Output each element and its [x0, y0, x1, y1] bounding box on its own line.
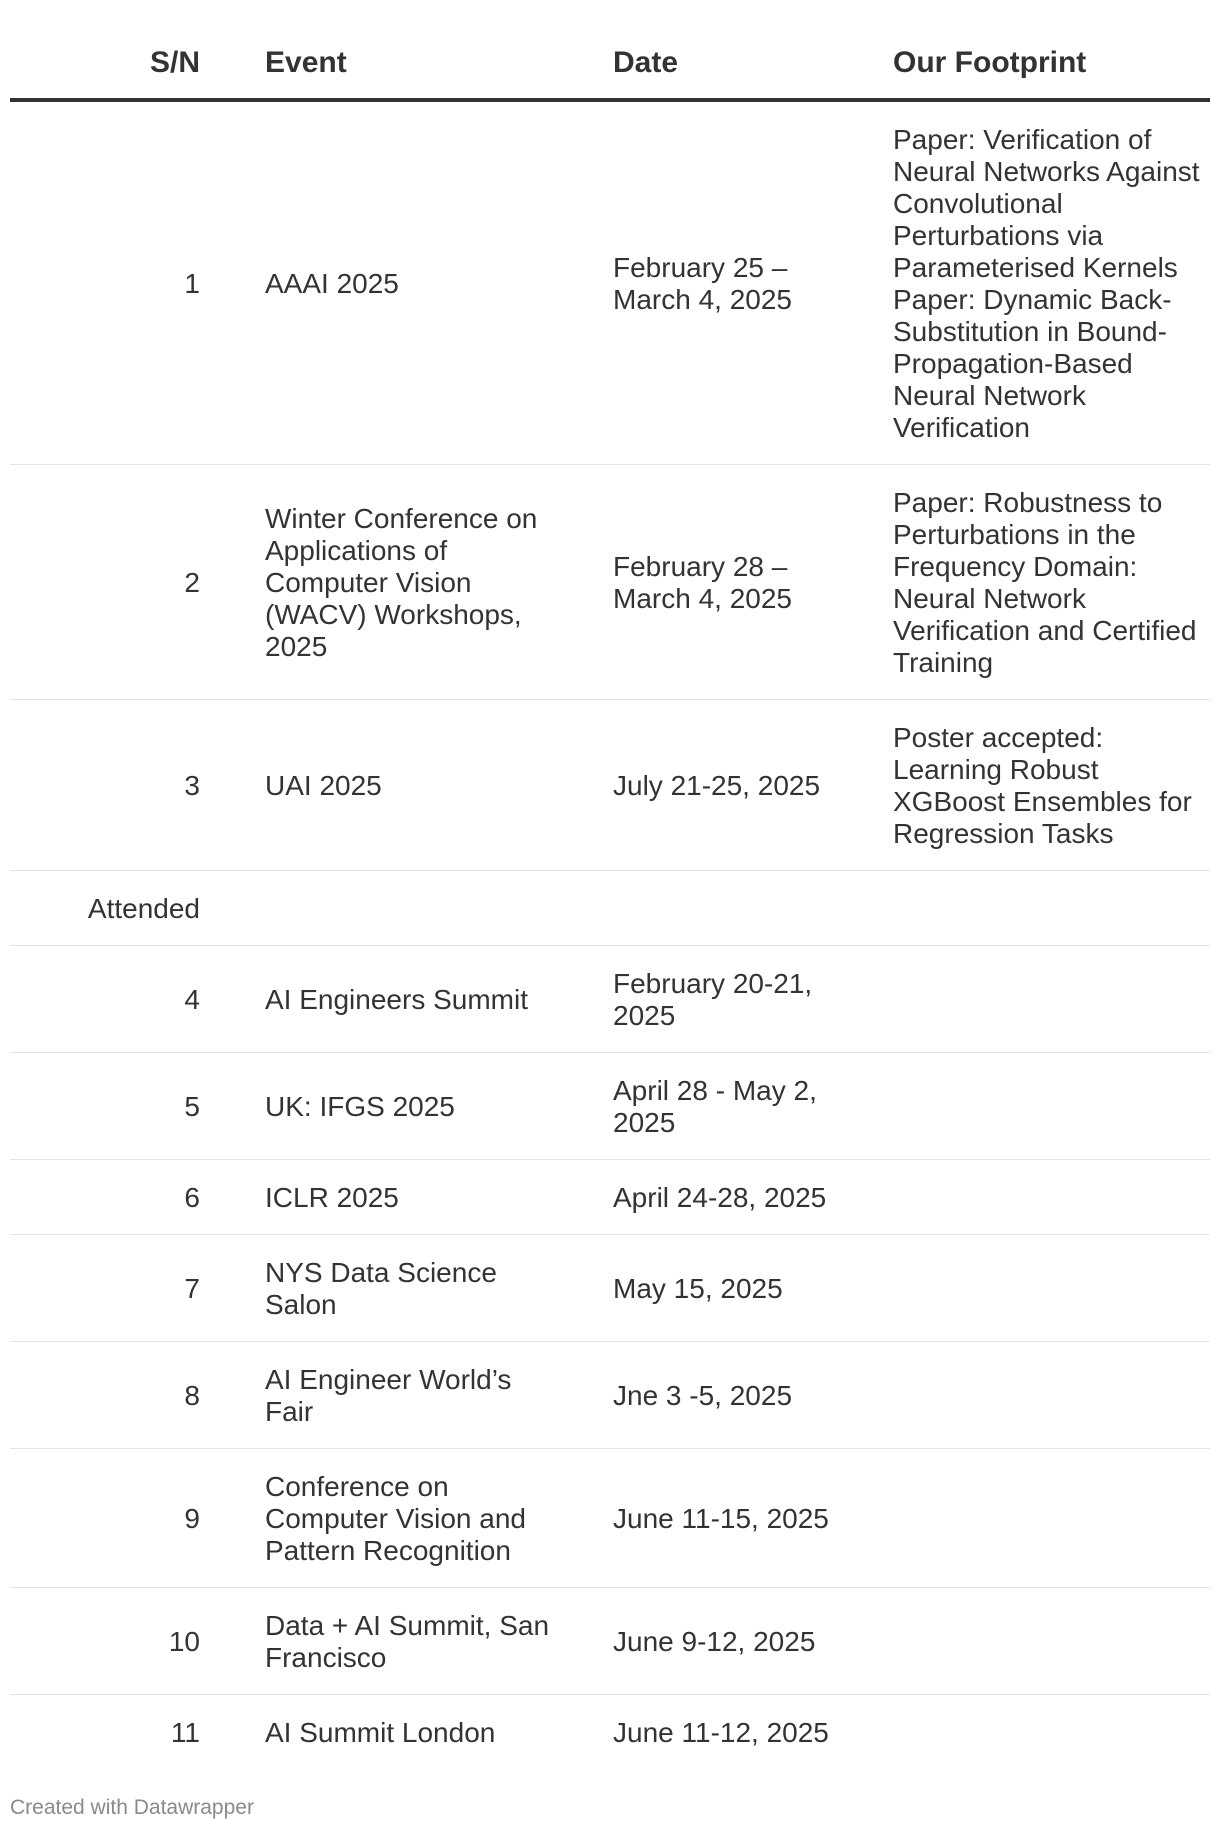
cell-sn: 8 — [10, 1342, 215, 1449]
cell-event — [215, 871, 563, 946]
table-row — [10, 946, 1210, 1053]
header-footprint[interactable]: Our Footprint — [843, 28, 1210, 100]
cell-sn: 7 — [10, 1235, 215, 1342]
cell-event: AAAI 2025 — [215, 100, 563, 465]
cell-date: February 28 – March 4, 2025 — [563, 465, 843, 700]
cell-sn: 5 — [10, 1053, 215, 1160]
cell-date — [563, 871, 843, 946]
cell-footprint — [843, 1053, 1210, 1160]
cell-event: AI Summit London — [265, 1717, 496, 1748]
footprint-entry: Paper: Verification of Neural Networks Against Convolutional Perturbations via Parameterised Kernels — [893, 124, 1200, 283]
cell-footprint — [843, 946, 1210, 1053]
cell-event: Winter Conference on Applications of Computer Vision (WACV) Workshops, 2025 — [215, 465, 563, 700]
cell-event: ICLR 2025 — [215, 1160, 563, 1235]
cell-sn: 10 — [10, 1588, 215, 1695]
cell-footprint — [843, 465, 1210, 700]
cell-date: July 21-25, 2025 — [563, 700, 843, 871]
cell-footprint — [843, 1160, 1210, 1235]
cell-date: June 11-15, 2025 — [563, 1449, 843, 1588]
cell-footprint — [843, 1449, 1210, 1588]
cell-date: April 28 - May 2, 2025 — [563, 1053, 843, 1160]
table-row — [10, 1449, 1210, 1588]
cell-footprint — [843, 100, 1210, 465]
cell-sn: 2 — [10, 465, 215, 700]
table-row — [10, 1160, 1210, 1235]
cell-sn: 4 — [10, 946, 215, 1053]
cell-date: June 9-12, 2025 — [563, 1588, 843, 1695]
footprint-entry: Paper: Robustness to Perturbations in the Frequency Domain: Neural Network Verification and Certified Training — [893, 487, 1197, 678]
table-row — [10, 1235, 1210, 1342]
table-header — [10, 28, 1210, 100]
cell-date: February 20-21, 2025 — [563, 946, 843, 1053]
cell-event: Conference on Computer Vision and Pattern Recognition — [215, 1449, 563, 1588]
events-table-container — [10, 28, 1210, 1769]
table-row — [10, 700, 1210, 871]
cell-footprint — [843, 1695, 1210, 1770]
table-row — [10, 1342, 1210, 1449]
cell-date: May 15, 2025 — [563, 1235, 843, 1342]
cell-event: AI Engineers Summit — [215, 946, 563, 1053]
cell-sn: Attended — [10, 871, 215, 946]
cell-footprint — [843, 700, 1210, 871]
cell-footprint — [843, 1235, 1210, 1342]
events-table — [10, 28, 1210, 1769]
cell-date: February 25 – March 4, 2025 — [563, 100, 843, 465]
header-row — [10, 28, 1210, 100]
cell-event: UK: IFGS 2025 — [215, 1053, 563, 1160]
cell-date: Jne 3 -5, 2025 — [563, 1342, 843, 1449]
cell-sn: 6 — [10, 1160, 215, 1235]
cell-date: June 11-12, 2025 — [613, 1717, 829, 1748]
footprint-entry: Poster accepted: Learning Robust XGBoost Ensembles for Regression Tasks — [893, 722, 1192, 849]
table-body — [10, 100, 1210, 1769]
cell-sn: 1 — [10, 100, 215, 465]
cell-sn: 3 — [10, 700, 215, 871]
cell-event: NYS Data Science Salon — [215, 1235, 563, 1342]
cell-sn: 9 — [10, 1449, 215, 1588]
cell-event: UAI 2025 — [215, 700, 563, 871]
datawrapper-credit[interactable]: Created with Datawrapper — [10, 1796, 254, 1819]
table-row — [10, 1588, 1210, 1695]
cell-event: Data + AI Summit, San Francisco — [215, 1588, 563, 1695]
header-event[interactable]: Event — [215, 28, 563, 100]
header-date[interactable]: Date — [563, 28, 843, 100]
table-row — [10, 871, 1210, 946]
table-row — [10, 1053, 1210, 1160]
cell-footprint — [843, 1342, 1210, 1449]
table-row — [10, 1695, 1210, 1770]
table-row — [10, 465, 1210, 700]
cell-event: AI Engineer World’s Fair — [215, 1342, 563, 1449]
table-row — [10, 100, 1210, 465]
cell-footprint — [843, 871, 1210, 946]
cell-sn: 11 — [170, 1717, 200, 1748]
cell-date: April 24-28, 2025 — [563, 1160, 843, 1235]
cell-footprint — [843, 1588, 1210, 1695]
footprint-entry: Paper: Dynamic Back-Substitution in Bound-Propagation-Based Neural Network Verification — [893, 284, 1172, 443]
header-sn[interactable]: S/N — [10, 28, 215, 100]
